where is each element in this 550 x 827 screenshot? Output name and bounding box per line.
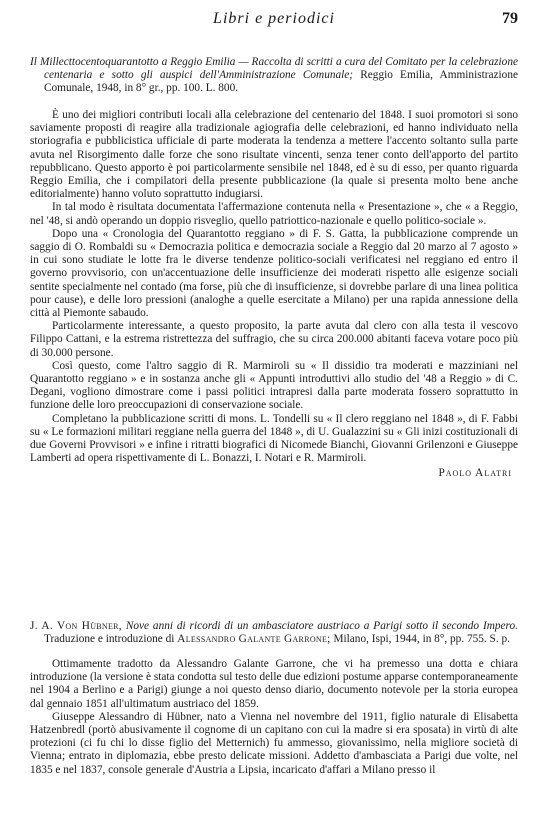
page-number: 79 bbox=[502, 10, 518, 27]
review1-body bbox=[30, 109, 518, 481]
review1-paragraph: Dopo una « Cronologia del Quarantotto reggiano » di F. S. Gatta, la pubblicazione comprende un saggio di O. Rombaldi su « Democrazia politica e democrazia sociale a Reggio dal 20 marzo al 7 agosto » in cui sono studiate le lotte fra le diverse tendenze politico-sociali verificatesi nel reggiano ed entro il governo provvisorio, con un'accentuazione delle insufficienze dei moderati rispetto alle esigenze sociali sentite specialmente nel contado (ma forse, più che di insufficienze, si dovrebbe parlare di una linea politica pour cause), e delle loro pressioni (analoghe a quelle esercitate a Milano) per una rapida annessione della città al Piemonte sabaudo. bbox=[30, 227, 518, 320]
running-title: Libri e periodici bbox=[213, 10, 335, 27]
review1-paragraph: In tal modo è risultata documentata l'affermazione contenuta nella « Presentazione », che « a Reggio, nel '48, si andò operando un doppio risveglio, quello patriottico-nazionale e quello politico-sociale ». bbox=[30, 201, 518, 227]
review2-translation-note: Traduzione e introduzione di bbox=[44, 633, 175, 646]
review2-translator: Alessandro Galante Garrone; bbox=[177, 633, 331, 646]
review1-paragraph: Completano la pubblicazione scritti di mons. L. Tondelli su « Il clero reggiano nel 1848 », di F. Fabbi su « Le formazioni militari reggiane nella guerra del 1848 », di U. Gualazzini su « Gli inizi costituzionali di due Governi Provvisori » e infine i ritratti biografici di Nicomede Bianchi, Giovanni Grilenzoni e Giuseppe Lamberti ad opera rispettivamente di L. Bonazzi, I. Notari e R. Marmiroli. bbox=[30, 412, 518, 465]
review1-heading bbox=[30, 56, 518, 96]
review2-paragraph: Ottimamente tradotto da Alessandro Galante Garrone, che vi ha premesso una dotta e chiara introduzione (la versione è stata condotta sul testo delle due edizioni postume apparse contemporaneamente nel 1904 a Berlino e a Parigi) giunge a noi questo denso diario, documento notevole per la storia europea dal gennaio 1851 all'ultimatum austriaco del 1859. bbox=[30, 658, 518, 710]
review1-title: Il Millecttocentoquarantotto a Reggio Emilia — Raccolta di scritti a cura del Comitato per la celebrazione centenaria e sotto gli auspici dell'Amministrazione Comunale; bbox=[30, 56, 518, 82]
review2-title: Nove anni di ricordi di un ambasciatore austriaco a Parigi sotto il secondo Impero. bbox=[125, 620, 518, 632]
review2-publication: Milano, Ispi, 1944, in 8°, pp. 755. S. p. bbox=[333, 633, 510, 646]
review1-paragraph: Così questo, come l'altro saggio di R. Marmiroli su « Il dissidio tra moderati e mazziniani nel Quarantotto reggiano » e in sostanza anche gli « Appunti introduttivi allo studio del '48 a Reggio » di C. Degani, vogliono dimostrare come i passi politici intrapresi dalla parte moderata fossero soprattutto in funzione delle loro preoccupazioni di conservazione sociale. bbox=[30, 359, 518, 412]
page-header bbox=[30, 8, 518, 30]
review1-signature: Paolo Alatri bbox=[438, 467, 512, 480]
review1-paragraph: Particolarmente interessante, a questo proposito, la parte avuta dal clero con alla testa il vescovo Filippo Cattani, e la estrema ristrettezza del suffragio, che su circa 200.000 abitanti faceva votare poco più di 30.000 persone. bbox=[30, 320, 518, 359]
review1-publication: Reggio Emilia, Amministrazione Comunale, 1948, in 8° gr., pp. 100. L. 800. bbox=[44, 69, 518, 95]
review1-paragraph: È uno dei migliori contributi locali alla celebrazione del centenario del 1848. I suoi promotori si sono saviamente proposti di reagire alla tradizionale agiografia delle celebrazioni, ed hanno individuato nella storiografia e pubblicistica ufficiale di parte moderata la tendenza a mettere l'accento soltanto sulla parte avuta nel Risorgimento dalle forze che sono risultate vincenti, senza tener conto dell'apporto del partito repubblicano. Questo apporto è poi particolarmente sensibile nel 1848, ed è su di esso, per quanto riguarda Reggio Emilia, che i compilatori della presente pubblicazione (la quale si presenta molto bene anche editorialmente) hanno voluto soprattutto indugiarsi. bbox=[30, 109, 518, 201]
review2-author: J. A. Von Hübner, bbox=[30, 620, 122, 632]
review2-body bbox=[30, 658, 518, 777]
review2-paragraph: Giuseppe Alessandro di Hübner, nato a Vienna nel novembre del 1911, figlio naturale di Elisabetta Hatzenbredl (portò abusivamente il cognome di un capitano con cui la madre si era sposata) in virtù di alte protezioni (ci fu chi lo disse figlio del Metternich) fu ammesso, giovanissimo, nella migliore società di Vienna; entrato in diplomazia, ebbe presto delicate missioni. Addetto d'ambasciata a Parigi due volte, nel 1835 e nel 1837, console generale d'Austria a Lipsia, incaricato d'affari a Milano presso il bbox=[30, 710, 518, 776]
review2-heading bbox=[30, 620, 518, 646]
